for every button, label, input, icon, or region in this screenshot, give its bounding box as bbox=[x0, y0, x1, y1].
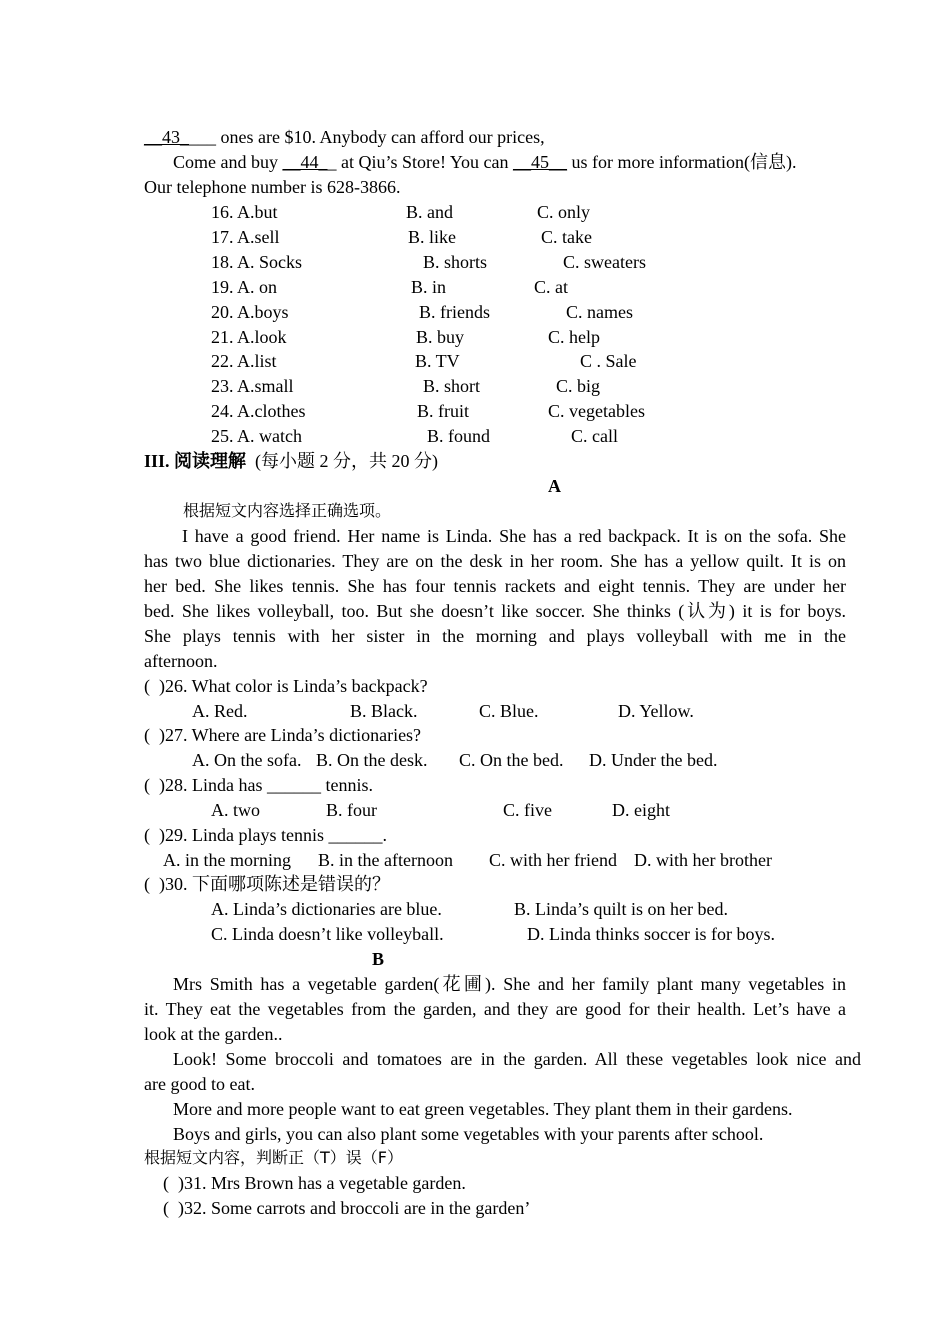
option-23-b: B. short bbox=[423, 376, 481, 396]
option-23-c: C. big bbox=[556, 376, 601, 396]
question-26: ( )26. What color is Linda’s backpack? bbox=[144, 676, 428, 696]
q29-option-a: A. in the morning bbox=[163, 850, 291, 870]
q27-option-c: C. On the bed. bbox=[459, 750, 564, 770]
option-18-a: 18. A. Socks bbox=[211, 252, 303, 272]
option-22-c: C . Sale bbox=[580, 351, 637, 371]
option-19-a: 19. A. on bbox=[211, 277, 278, 297]
section-title: III. 阅读理解 bbox=[144, 451, 247, 471]
option-16-a: 16. A.but bbox=[211, 202, 278, 222]
section-score: (每小题 2 分，共 20 分) bbox=[255, 451, 439, 471]
option-24-b: B. fruit bbox=[417, 401, 469, 421]
option-18-b: B. shorts bbox=[423, 252, 488, 272]
blank-44: __44_ bbox=[282, 152, 328, 172]
cloze-line-44-45 bbox=[173, 150, 796, 174]
option-24-a: 24. A.clothes bbox=[211, 401, 306, 421]
passage-b-line: it. They eat the vegetables from the garden, and they are good for their health. Let’s have a bbox=[144, 999, 846, 1019]
blank-45: __45__ bbox=[513, 152, 567, 172]
q26-option-c: C. Blue. bbox=[479, 701, 539, 721]
passage-a-line: I have a good friend. Her name is Linda. She has a red backpack. It is on the sofa. She bbox=[182, 526, 846, 546]
passage-a-line: her bed. She likes tennis. She has four tennis rackets and eight tennis. They are under her bbox=[144, 576, 846, 596]
question-27: ( )27. Where are Linda’s dictionaries? bbox=[144, 725, 422, 745]
question-31: ( )31. Mrs Brown has a vegetable garden. bbox=[163, 1173, 466, 1193]
cloze-line-43 bbox=[144, 125, 545, 149]
option-22-a: 22. A.list bbox=[211, 351, 277, 371]
q26-option-b: B. Black. bbox=[350, 701, 418, 721]
q29-option-c: C. with her friend bbox=[489, 850, 617, 870]
option-21-b: B. buy bbox=[416, 327, 465, 347]
option-20-c: C. names bbox=[566, 302, 633, 322]
passage-b-line: Look! Some broccoli and tomatoes are in the garden. All these vegetables look nice and bbox=[173, 1049, 861, 1069]
cloze-text: us for more information(信息). bbox=[567, 152, 797, 172]
q28-option-c: C. five bbox=[503, 800, 552, 820]
option-17-c: C. take bbox=[541, 227, 592, 247]
instruction-b: 根据短文内容，判断正（T）误（F） bbox=[144, 1148, 403, 1167]
option-25-a: 25. A. watch bbox=[211, 426, 302, 446]
question-28: ( )28. Linda has ______ tennis. bbox=[144, 775, 373, 795]
question-30-text: ( )30. 下面哪项陈述是错误的？ bbox=[144, 874, 390, 894]
option-16-c: C. only bbox=[537, 202, 591, 222]
option-22-b: B. TV bbox=[415, 351, 460, 371]
option-17-a: 17. A.sell bbox=[211, 227, 280, 247]
q26-option-d: D. Yellow. bbox=[618, 701, 694, 721]
option-18-c: C. sweaters bbox=[563, 252, 646, 272]
q28-option-d: D. eight bbox=[612, 800, 670, 820]
option-19-b: B. in bbox=[411, 277, 447, 297]
option-25-c: C. call bbox=[571, 426, 618, 446]
question-29: ( )29. Linda plays tennis ______. bbox=[144, 825, 387, 845]
option-16-b: B. and bbox=[406, 202, 453, 222]
blank-43: __43_ bbox=[144, 127, 189, 147]
option-20-b: B. friends bbox=[419, 302, 490, 322]
q29-option-d: D. with her brother bbox=[634, 850, 772, 870]
passage-a-line: afternoon. bbox=[144, 651, 218, 671]
q29-option-b: B. in the afternoon bbox=[318, 850, 453, 870]
q28-option-b: B. four bbox=[326, 800, 377, 820]
option-17-b: B. like bbox=[408, 227, 456, 247]
passage-a-line: She plays tennis with her sister in the morning and plays volleyball with me in the bbox=[144, 626, 846, 646]
option-19-c: C. at bbox=[534, 277, 568, 297]
section-heading bbox=[144, 449, 438, 473]
option-25-b: B. found bbox=[427, 426, 490, 446]
q28-option-a: A. two bbox=[211, 800, 260, 820]
question-30 bbox=[144, 872, 390, 896]
cloze-text: ___ ones are $10. Anybody can afford our prices, bbox=[189, 127, 545, 147]
question-32: ( )32. Some carrots and broccoli are in the garden’ bbox=[163, 1198, 531, 1218]
q30-option-b: B. Linda’s quilt is on her bed. bbox=[514, 899, 728, 919]
q30-option-d: D. Linda thinks soccer is for boys. bbox=[527, 924, 775, 944]
cloze-text: _ at Qiu’s Store! You can bbox=[327, 152, 513, 172]
passage-b-line: Mrs Smith has a vegetable garden(花圃). She and her family plant many vegetables in bbox=[173, 974, 846, 994]
option-23-a: 23. A.small bbox=[211, 376, 294, 396]
q27-option-d: D. Under the bed. bbox=[589, 750, 718, 770]
passage-b-line: look at the garden.. bbox=[144, 1024, 283, 1044]
q30-option-c: C. Linda doesn’t like volleyball. bbox=[211, 924, 444, 944]
passage-b-line: More and more people want to eat green vegetables. They plant them in their gardens. bbox=[173, 1099, 793, 1119]
option-24-c: C. vegetables bbox=[548, 401, 645, 421]
passage-b-line: Boys and girls, you can also plant some vegetables with your parents after school. bbox=[173, 1124, 764, 1144]
cloze-text: Come and buy bbox=[173, 152, 283, 172]
passage-a-line: bed. She likes volleyball, too. But she doesn’t like soccer. She thinks (认为) it is for boys. bbox=[144, 601, 846, 621]
passage-b-line: are good to eat. bbox=[144, 1074, 255, 1094]
q30-option-a: A. Linda’s dictionaries are blue. bbox=[211, 899, 442, 919]
instruction-a: 根据短文内容选择正确选项。 bbox=[183, 501, 392, 520]
part-a-label: A bbox=[548, 476, 561, 496]
part-b-label: B bbox=[372, 949, 385, 969]
passage-a-line: has two blue dictionaries. They are on the desk in her room. She has a yellow quilt. It is on bbox=[144, 551, 846, 571]
q27-option-b: B. On the desk. bbox=[316, 750, 428, 770]
option-21-c: C. help bbox=[548, 327, 600, 347]
cloze-line-phone: Our telephone number is 628-3866. bbox=[144, 177, 401, 197]
option-21-a: 21. A.look bbox=[211, 327, 287, 347]
q27-option-a: A. On the sofa. bbox=[192, 750, 302, 770]
q26-option-a: A. Red. bbox=[192, 701, 248, 721]
option-20-a: 20. A.boys bbox=[211, 302, 289, 322]
